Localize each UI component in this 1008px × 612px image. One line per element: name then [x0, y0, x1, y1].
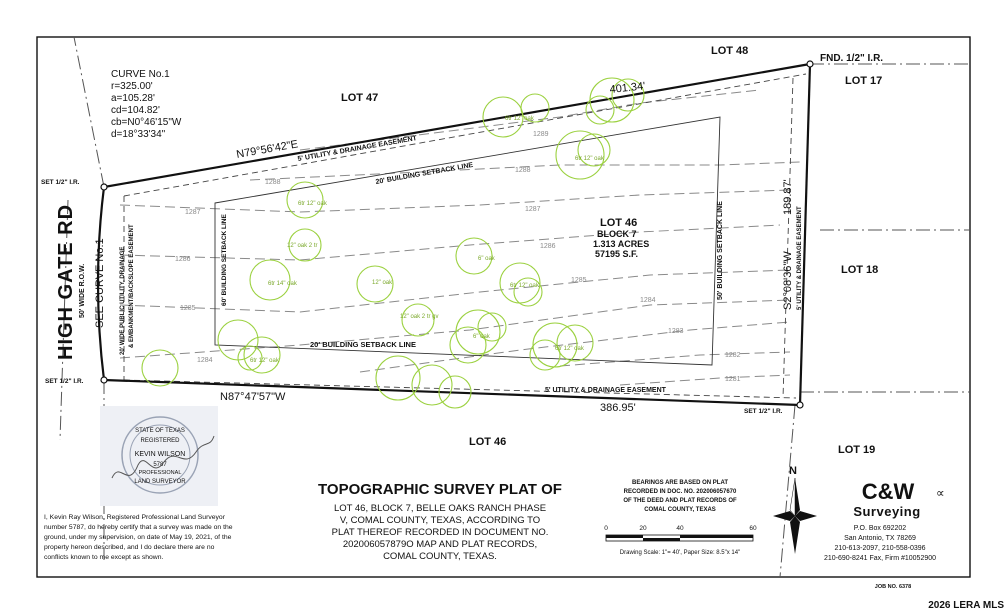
tree-label: 6tr 14" oak — [268, 281, 297, 287]
cert-line: property hereon described, and I do declare there are no — [44, 544, 215, 551]
scale-tick: 0 — [604, 525, 608, 532]
curve-chord: cd=104.82' — [111, 105, 160, 116]
east-setback-line: 50' BUILDING SETBACK LINE — [717, 201, 724, 300]
road-name: HIGH GATE RD — [55, 203, 77, 360]
bearings-note-line: COMAL COUNTY, TEXAS — [644, 507, 716, 513]
cert-line: number 5787, do hereby certify that a survey was made on the — [44, 524, 233, 531]
north-setback-line: 20' BUILDING SETBACK LINE — [375, 161, 474, 186]
bearings-note-line: RECORDED IN DOC. NO. 202006057670 — [623, 489, 737, 495]
subject-block: BLOCK 7 — [597, 229, 637, 239]
curve-radius: r=325.00' — [111, 81, 153, 92]
job-number: JOB NO. 6378 — [874, 584, 912, 590]
west-easement-label-2: & EMBANKMENT/BACKSLOPE EASEMENT — [129, 224, 135, 348]
tree-label: 6tr 12" oak — [510, 283, 539, 289]
seal-number: 5787 — [153, 462, 167, 468]
curve-title: CURVE No.1 — [111, 69, 170, 80]
set-iron-rod-label-tl: SET 1/2" I.R. — [41, 179, 80, 186]
title-block — [318, 481, 562, 562]
tree-label: 6tr 12" oak — [555, 346, 584, 352]
lot-47-label: LOT 47 — [341, 92, 379, 104]
curve-delta: d=18°33'34" — [111, 129, 166, 140]
south-distance: 386.95' — [600, 402, 636, 414]
scale-text: Drawing Scale: 1"= 40', Paper Size: 8.5"x 14" — [619, 550, 741, 556]
plat-description: PLAT THEREOF RECORDED IN DOCUMENT NO. — [331, 527, 549, 538]
contour-label: 1287 — [525, 206, 541, 213]
contour-label: 1285 — [180, 305, 196, 312]
seal-bottom: LAND SURVEYOR — [134, 479, 186, 485]
curve-arc: a=105.28' — [111, 93, 155, 104]
plat-description: 202006057879O MAP AND PLAT RECORDS, — [342, 539, 538, 550]
south-bearing: N87°47'57"W — [220, 391, 286, 403]
plat-description: COMAL COUNTY, TEXAS. — [383, 551, 497, 562]
curve-chord-bearing: cb=N0°46'15"W — [111, 117, 182, 128]
surveyor-seal — [100, 406, 218, 506]
lot-18-label: LOT 18 — [841, 264, 879, 276]
seal-prof: PROFESSIONAL — [138, 470, 182, 476]
scale-tick: 40 — [676, 525, 684, 532]
see-curve-label: SEE CURVE No.1 — [94, 238, 106, 328]
seal-reg: REGISTERED — [140, 438, 180, 444]
north-label: N — [789, 465, 797, 477]
contour-label: 1289 — [533, 131, 549, 138]
contour-label: 1284 — [197, 357, 213, 364]
cert-line: ground, under my supervision, on date of May 19, 2021, of the — [44, 534, 232, 541]
tree-label: 6tr 12" oak — [298, 201, 327, 207]
scale-tick: 60 — [749, 525, 757, 532]
contour-label: 1281 — [725, 376, 741, 383]
contour-label: 1288 — [515, 167, 531, 174]
plat-description: LOT 46, BLOCK 7, BELLE OAKS RANCH PHASE — [333, 503, 547, 514]
lot-46-south-label: LOT 46 — [469, 436, 507, 448]
company-line: San Antonio, TX 78269 — [844, 535, 916, 542]
found-iron-rod-label: FND. 1/2" I.R. — [820, 53, 884, 64]
tree-label: 6" oak — [478, 256, 495, 262]
cert-line: conflicts known to me except as shown. — [44, 554, 164, 561]
tree-label: 6tr 12" oak — [575, 156, 604, 162]
tree-label: 12" oak — [372, 280, 393, 286]
bearings-note-line: BEARINGS ARE BASED ON PLAT — [631, 480, 729, 486]
contour-label: 1286 — [540, 243, 556, 250]
company-name: C&W — [861, 479, 915, 504]
scale-tick: 20 — [639, 525, 647, 532]
tree-label: 6" oak — [473, 334, 490, 340]
north-utility-easement: 5' UTILITY & DRAINAGE EASEMENT — [297, 135, 418, 163]
north-bearing: N79°56'42"E — [235, 138, 299, 161]
company-line: 210-690-8241 Fax, Firm #10052900 — [823, 555, 937, 562]
west-setback-label: 60' BUILDING SETBACK LINE — [221, 214, 228, 306]
contour-label: 1286 — [175, 256, 191, 263]
east-bearing: S2°08'36"W — [782, 251, 794, 310]
contour-label: 1285 — [571, 277, 587, 284]
bearings-note-line: OF THE DEED AND PLAT RECORDS OF — [623, 498, 737, 504]
seal-name: KEVIN WILSON — [134, 451, 186, 458]
east-utility-easement: 5' UTILITY & DRAINAGE EASEMENT — [797, 206, 803, 310]
subject-acres: 1.313 ACRES — [593, 239, 650, 249]
mls-watermark: 2026 LERA MLS — [928, 600, 1004, 611]
contour-label: 1282 — [725, 352, 741, 359]
lot-17-label: LOT 17 — [845, 75, 883, 87]
tree-label: 6tr 12" oak — [250, 358, 279, 364]
south-utility-easement: 5' UTILITY & DRAINAGE EASEMENT — [545, 387, 666, 394]
tree-label: 12" oak 2 tr — [287, 243, 318, 249]
contour-label: 1288 — [265, 179, 281, 186]
tree-label: 12" oak 2 tr gv — [400, 314, 439, 320]
company-sub: Surveying — [853, 504, 921, 519]
subject-lot: LOT 46 — [600, 217, 638, 229]
company-line: 210-613-2097, 210-558-0396 — [834, 545, 926, 552]
tree-label: 6tr 12" oak — [505, 116, 534, 122]
contour-label: 1283 — [668, 328, 684, 335]
contour-label: 1287 — [185, 209, 201, 216]
road-row: 50' WIDE R.O.W. — [79, 263, 86, 318]
plat-description: V, COMAL COUNTY, TEXAS, ACCORDING TO — [339, 515, 541, 526]
lot-48-label: LOT 48 — [711, 45, 749, 57]
set-iron-rod-label-br: SET 1/2" I.R. — [744, 408, 783, 415]
east-distance: 189.87' — [782, 179, 794, 215]
lot-19-label: LOT 19 — [838, 444, 876, 456]
plat-title: TOPOGRAPHIC SURVEY PLAT OF — [318, 481, 562, 498]
subject-sf: 57195 S.F. — [595, 249, 639, 259]
west-easement-label: 20' WIDE PUBLIC UTILITY, DRAINAGE — [120, 246, 126, 355]
company-line: P.O. Box 692202 — [853, 525, 907, 532]
company-logo-mark: ∝ — [936, 486, 945, 500]
contour-label: 1284 — [640, 297, 656, 304]
south-setback-line: 20' BUILDING SETBACK LINE — [310, 340, 416, 349]
seal-top: STATE OF TEXAS — [135, 428, 185, 434]
set-iron-rod-label-bl: SET 1/2" I.R. — [45, 378, 84, 385]
cert-line: I, Kevin Ray Wilson, Registered Professional Land Surveyor — [44, 514, 225, 521]
north-distance: 401.34' — [609, 80, 646, 96]
